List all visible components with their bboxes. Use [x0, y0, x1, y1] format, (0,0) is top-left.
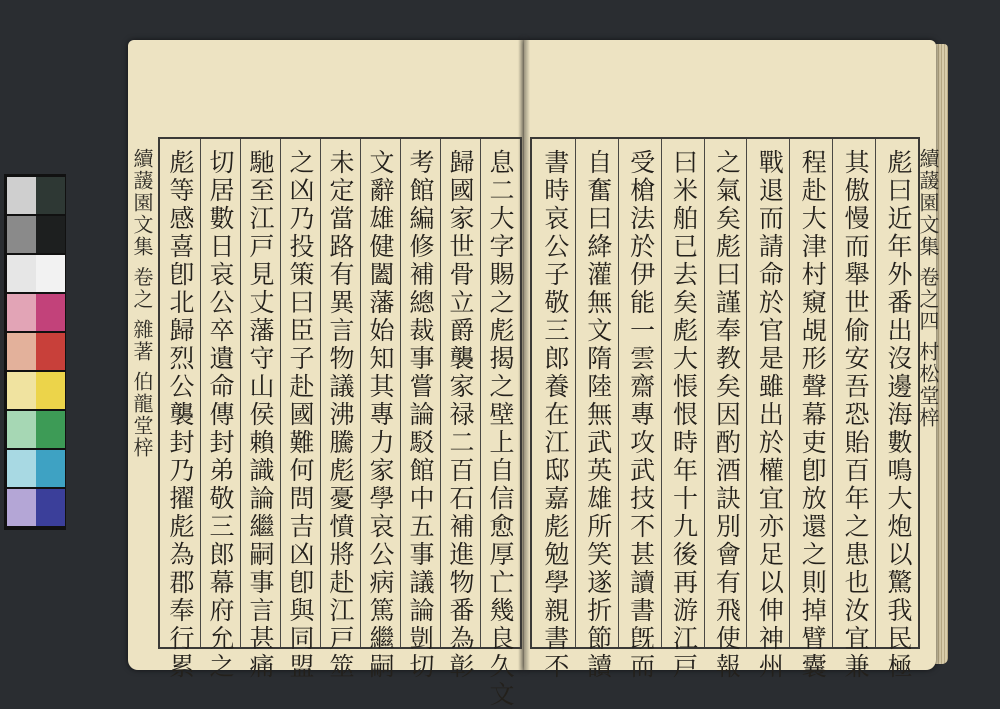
- right-page-text-frame: [530, 137, 920, 681]
- color-calibration-bar: [4, 174, 66, 530]
- column-divider: [746, 139, 747, 647]
- column-divider: [832, 139, 833, 647]
- column-divider: [789, 139, 790, 647]
- text-column: 馳至江戸見丈藩守山侯賴識論繼嗣事言甚痛: [246, 149, 275, 681]
- column-divider: [661, 139, 662, 647]
- text-column: 曰米舶已去矣彪大悵恨時年十九後再游江戸: [669, 149, 699, 681]
- column-divider: [440, 139, 441, 647]
- text-column: 程赴大津村窺覘形聲幕吏卽放還之則掉臂囊: [798, 149, 828, 681]
- text-column: 文辭雄健闔藩始知其專力家學哀公病篤繼嗣: [366, 149, 395, 681]
- text-column: 考館編修補總裁事嘗論駁館中五事議論剴切: [406, 149, 435, 681]
- text-column: 歸國家世骨立爵襲家禄二百石補進物番為彰: [446, 149, 475, 681]
- color-swatch: [36, 450, 65, 487]
- text-column: 受槍法於伊能一雲齋專攻武技不甚讀書旣而: [626, 149, 656, 681]
- left-page-text-frame: [158, 137, 522, 709]
- text-column: 之凶乃投策曰臣子赴國難何問吉凶卽與同盟: [286, 149, 315, 681]
- color-swatch: [36, 177, 65, 214]
- color-swatch: [7, 411, 36, 448]
- color-swatch: [7, 333, 36, 370]
- color-swatch: [36, 216, 65, 253]
- color-swatch: [36, 372, 65, 409]
- text-column: 未定當路有異言物議沸騰彪憂憤將赴江戸筮: [326, 149, 355, 681]
- text-column: 息二大字賜之彪揭之壁上自信愈厚亡幾良久文: [486, 149, 515, 709]
- column-divider: [280, 139, 281, 647]
- color-swatch: [7, 372, 36, 409]
- color-swatch: [7, 216, 36, 253]
- column-divider: [360, 139, 361, 647]
- color-swatch: [7, 255, 36, 292]
- column-divider: [200, 139, 201, 647]
- text-column: 切居數日哀公卒遺命傳封弟敬三郎幕府允之: [206, 149, 235, 681]
- column-divider: [400, 139, 401, 647]
- color-swatch: [7, 450, 36, 487]
- column-divider: [875, 139, 876, 647]
- color-swatch: [7, 294, 36, 331]
- right-margin-title: 續蘐園文集 卷之四 村松堂梓: [916, 148, 940, 429]
- column-divider: [575, 139, 576, 647]
- column-divider: [480, 139, 481, 647]
- color-swatch: [7, 177, 36, 214]
- text-column: 書時哀公子敬三郎養在江邸嘉彪勉學親書不: [540, 149, 570, 681]
- text-column: 戰退而請命於官是雖出於權宜亦足以伸神州: [755, 149, 785, 681]
- text-column: 自奮曰絳灌無文隋陸無武英雄所笑遂折節讀: [583, 149, 613, 681]
- color-swatch: [36, 255, 65, 292]
- column-divider: [320, 139, 321, 647]
- column-divider: [240, 139, 241, 647]
- text-column: 其傲慢而舉世偷安吾恐貽百年之患也汝宜兼: [841, 149, 871, 681]
- color-swatch: [36, 489, 65, 526]
- text-column: 彪等感喜卽北歸烈公襲封乃擢彪為郡奉行累: [166, 149, 195, 681]
- text-column: 彪曰近年外番出沒邊海數鳴大炮以驚我民極: [883, 149, 913, 681]
- color-swatch: [36, 294, 65, 331]
- column-divider: [704, 139, 705, 647]
- color-swatch: [36, 333, 65, 370]
- text-column: 之氣矣彪曰謹奉教矣因酌酒訣別會有飛使報: [712, 149, 742, 681]
- color-swatch: [7, 489, 36, 526]
- column-divider: [618, 139, 619, 647]
- color-swatch: [36, 411, 65, 448]
- left-margin-title: 續蘐園文集 卷之 雜著 伯龍堂梓: [130, 148, 154, 460]
